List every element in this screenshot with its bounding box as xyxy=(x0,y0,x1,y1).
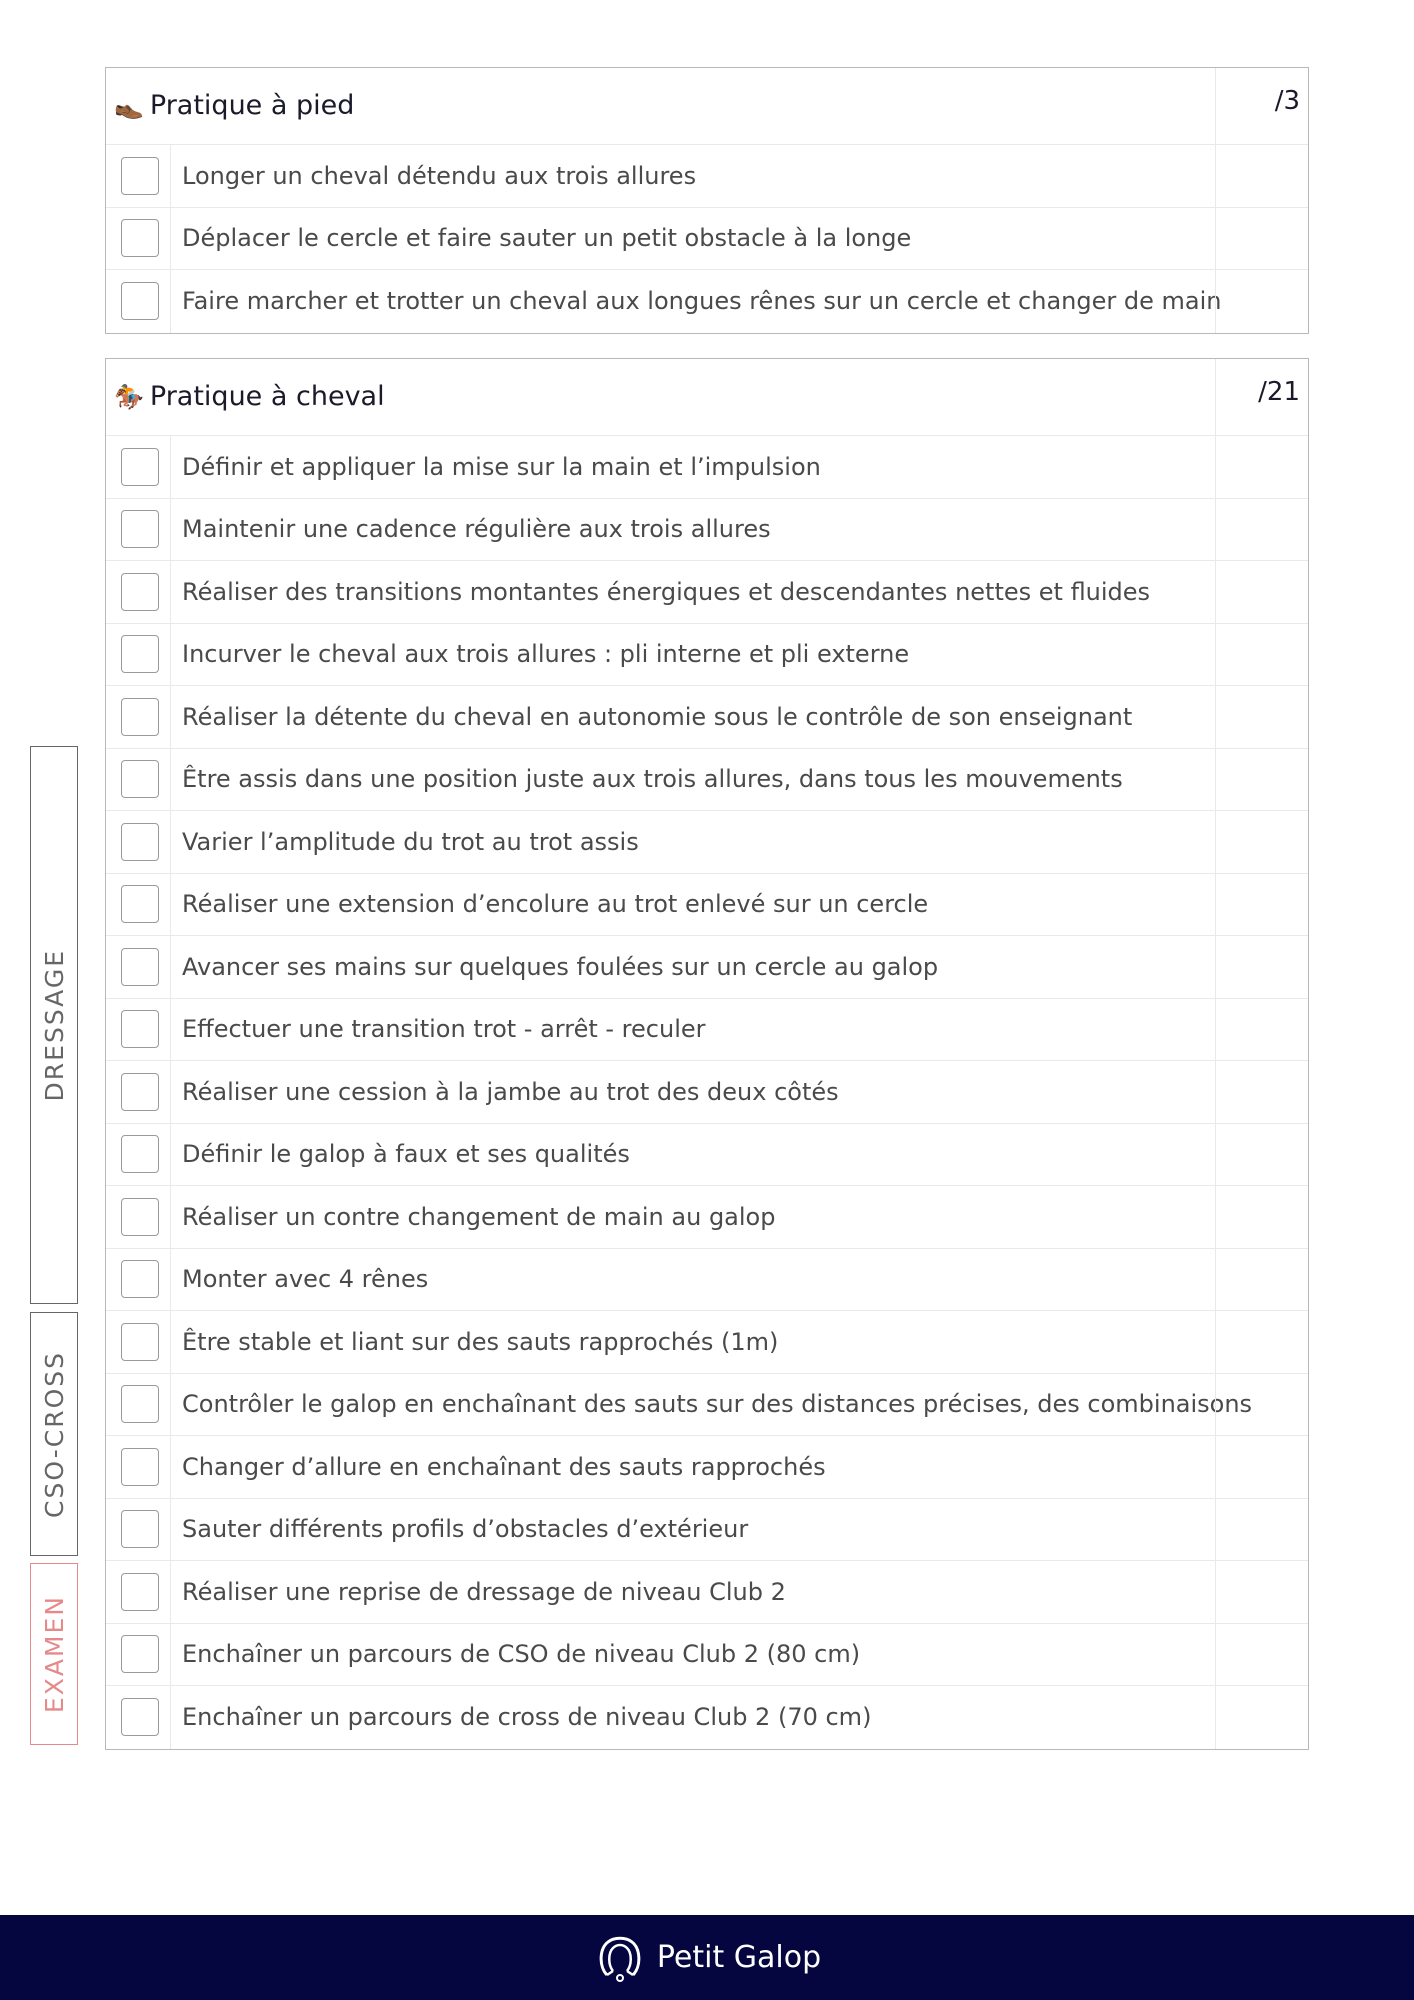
section-title: 🏇 Pratique à cheval xyxy=(114,381,385,412)
score-cell xyxy=(1215,1311,1308,1373)
score-cell xyxy=(1215,1624,1308,1686)
item-label: Réaliser la détente du cheval en autonomie sous le contrôle de son enseignant xyxy=(182,702,1133,731)
checklist-row xyxy=(106,1374,1308,1437)
score-cell xyxy=(1215,561,1308,623)
item-label: Être stable et liant sur des sauts rapprochés (1m) xyxy=(182,1327,779,1356)
item-label: Réaliser un contre changement de main au galop xyxy=(182,1202,776,1231)
item-label: Varier l’amplitude du trot au trot assis xyxy=(182,827,639,856)
checklist-row xyxy=(106,436,1308,499)
checkbox-cell xyxy=(106,208,171,270)
checkbox[interactable] xyxy=(121,157,159,195)
section-pratique-a-cheval xyxy=(105,358,1309,1750)
checkbox[interactable] xyxy=(121,1260,159,1298)
checkbox-cell xyxy=(106,999,171,1061)
checkbox[interactable] xyxy=(121,1573,159,1611)
item-label: Effectuer une transition trot - arrêt - reculer xyxy=(182,1015,706,1044)
item-label: Contrôler le galop en enchaînant des sauts sur des distances précises, des combinaisons xyxy=(182,1390,1253,1419)
score-cell xyxy=(1215,1561,1308,1623)
checkbox[interactable] xyxy=(121,1385,159,1423)
checkbox-cell xyxy=(106,749,171,811)
checkbox[interactable] xyxy=(121,510,159,548)
checklist-row xyxy=(106,1624,1308,1687)
checkbox-cell xyxy=(106,936,171,998)
item-label: Déplacer le cercle et faire sauter un petit obstacle à la longe xyxy=(182,224,912,253)
checkbox[interactable] xyxy=(121,1698,159,1736)
score-cell xyxy=(1215,749,1308,811)
score-cell xyxy=(1215,436,1308,498)
checklist-row xyxy=(106,1061,1308,1124)
checklist-row xyxy=(106,749,1308,812)
item-label: Définir le galop à faux et ses qualités xyxy=(182,1140,630,1169)
item-label: Réaliser une extension d’encolure au trot enlevé sur un cercle xyxy=(182,890,929,919)
brand-name: Petit Galop xyxy=(656,1940,822,1975)
checkbox[interactable] xyxy=(121,573,159,611)
score-cell xyxy=(1215,145,1308,207)
score-cell xyxy=(1215,686,1308,748)
checkbox-cell xyxy=(106,811,171,873)
checklist-row xyxy=(106,874,1308,937)
checkbox-cell xyxy=(106,1436,171,1498)
score-cell xyxy=(1215,499,1308,561)
side-label-dressage: DRESSAGE xyxy=(30,746,78,1304)
checkbox[interactable] xyxy=(121,1135,159,1173)
checkbox-cell xyxy=(106,1249,171,1311)
checkbox-cell xyxy=(106,1186,171,1248)
checklist-row xyxy=(106,208,1308,271)
checklist-row xyxy=(106,1436,1308,1499)
checkbox[interactable] xyxy=(121,698,159,736)
score-cell xyxy=(1215,1436,1308,1498)
checkbox[interactable] xyxy=(121,760,159,798)
score-cell xyxy=(1215,1061,1308,1123)
item-label: Faire marcher et trotter un cheval aux longues rênes sur un cercle et changer de main xyxy=(182,287,1222,316)
score-cell xyxy=(1215,1499,1308,1561)
section-title: 👞 Pratique à pied xyxy=(114,90,355,121)
checklist-row xyxy=(106,561,1308,624)
checkbox-cell xyxy=(106,561,171,623)
checkbox-cell xyxy=(106,1686,171,1749)
checklist-row xyxy=(106,145,1308,208)
checklist-row xyxy=(106,686,1308,749)
checkbox[interactable] xyxy=(121,1010,159,1048)
section-score: /3 xyxy=(1274,86,1300,116)
checklist-row xyxy=(106,270,1308,333)
horseshoe-icon xyxy=(593,1931,647,1985)
section-score: /21 xyxy=(1258,377,1300,407)
item-label: Incurver le cheval aux trois allures : pli interne et pli externe xyxy=(182,640,910,669)
checklist-row xyxy=(106,624,1308,687)
score-cell xyxy=(1215,811,1308,873)
checkbox-cell xyxy=(106,1624,171,1686)
checklist-row xyxy=(106,1186,1308,1249)
section-header xyxy=(106,359,1308,436)
score-cell xyxy=(1215,270,1308,333)
item-label: Réaliser une reprise de dressage de niveau Club 2 xyxy=(182,1577,786,1606)
score-cell xyxy=(1215,208,1308,270)
checkbox[interactable] xyxy=(121,282,159,320)
checkbox[interactable] xyxy=(121,448,159,486)
checkbox[interactable] xyxy=(121,1635,159,1673)
score-cell xyxy=(1215,1186,1308,1248)
checkbox-cell xyxy=(106,624,171,686)
item-label: Réaliser une cession à la jambe au trot des deux côtés xyxy=(182,1077,839,1106)
item-label: Être assis dans une position juste aux trois allures, dans tous les mouvements xyxy=(182,765,1123,794)
score-cell xyxy=(1215,1124,1308,1186)
checkbox[interactable] xyxy=(121,948,159,986)
checklist-row xyxy=(106,999,1308,1062)
score-cell xyxy=(1215,936,1308,998)
checkbox-cell xyxy=(106,145,171,207)
item-label: Enchaîner un parcours de cross de niveau Club 2 (70 cm) xyxy=(182,1703,872,1732)
checkbox-cell xyxy=(106,1499,171,1561)
score-cell xyxy=(1215,999,1308,1061)
score-cell xyxy=(1215,624,1308,686)
checkbox[interactable] xyxy=(121,635,159,673)
item-label: Avancer ses mains sur quelques foulées sur un cercle au galop xyxy=(182,952,939,981)
checkbox-cell xyxy=(106,874,171,936)
item-label: Définir et appliquer la mise sur la main et l’impulsion xyxy=(182,452,821,481)
checkbox-cell xyxy=(106,686,171,748)
section-header xyxy=(106,68,1308,145)
checklist-row xyxy=(106,1686,1308,1749)
checkbox-cell xyxy=(106,270,171,333)
score-cell xyxy=(1215,874,1308,936)
checklist-row xyxy=(106,1124,1308,1187)
checkbox[interactable] xyxy=(121,1198,159,1236)
checkbox-cell xyxy=(106,1374,171,1436)
item-label: Enchaîner un parcours de CSO de niveau Club 2 (80 cm) xyxy=(182,1640,861,1669)
checklist-row xyxy=(106,1311,1308,1374)
checkbox[interactable] xyxy=(121,1323,159,1361)
checklist-row xyxy=(106,811,1308,874)
score-cell xyxy=(1215,1374,1308,1436)
checkbox[interactable] xyxy=(121,1073,159,1111)
footer-bar xyxy=(0,1915,1414,2000)
item-label: Maintenir une cadence régulière aux trois allures xyxy=(182,515,771,544)
checkbox-cell xyxy=(106,1061,171,1123)
checkbox-cell xyxy=(106,436,171,498)
item-label: Réaliser des transitions montantes énergiques et descendantes nettes et fluides xyxy=(182,577,1151,606)
side-label-examen: EXAMEN xyxy=(30,1563,78,1745)
item-label: Sauter différents profils d’obstacles d’extérieur xyxy=(182,1515,749,1544)
checkbox-cell xyxy=(106,1561,171,1623)
checklist xyxy=(106,145,1308,333)
item-label: Longer un cheval détendu aux trois allures xyxy=(182,161,697,190)
checkbox-cell xyxy=(106,1311,171,1373)
boot-icon: 👞 xyxy=(114,92,144,120)
score-cell xyxy=(1215,1686,1308,1749)
checklist-row xyxy=(106,1249,1308,1312)
score-cell xyxy=(1215,1249,1308,1311)
checkbox[interactable] xyxy=(121,1448,159,1486)
checkbox[interactable] xyxy=(121,823,159,861)
item-label: Monter avec 4 rênes xyxy=(182,1265,429,1294)
side-label-cso-cross: CSO-CROSS xyxy=(30,1312,78,1556)
checklist-row xyxy=(106,936,1308,999)
horse-rider-icon: 🏇 xyxy=(114,383,144,411)
section-pratique-a-pied xyxy=(105,67,1309,334)
checkbox[interactable] xyxy=(121,1510,159,1548)
checklist xyxy=(106,436,1308,1749)
checkbox[interactable] xyxy=(121,219,159,257)
item-label: Changer d’allure en enchaînant des sauts rapprochés xyxy=(182,1452,826,1481)
checklist-row xyxy=(106,1561,1308,1624)
checkbox-cell xyxy=(106,499,171,561)
checkbox-cell xyxy=(106,1124,171,1186)
checklist-row xyxy=(106,1499,1308,1562)
checkbox[interactable] xyxy=(121,885,159,923)
checklist-row xyxy=(106,499,1308,562)
